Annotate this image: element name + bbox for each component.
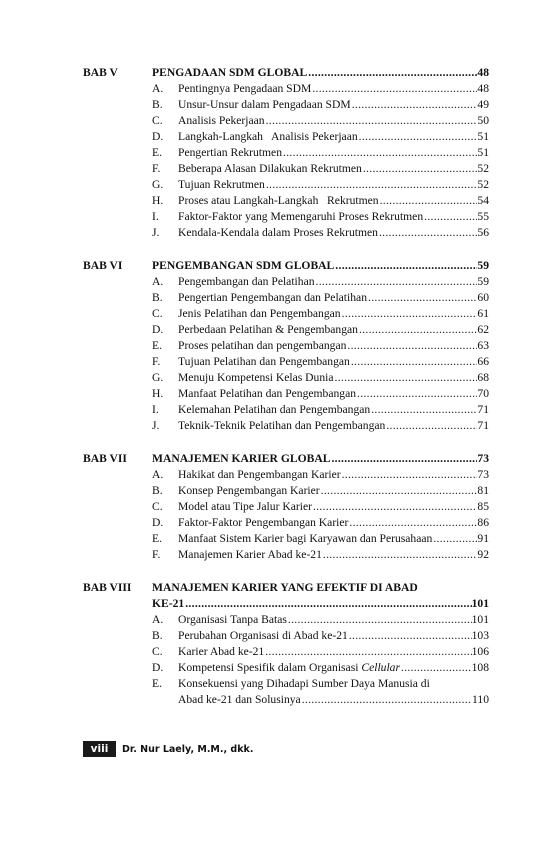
dot-leader (341, 467, 478, 483)
toc-entry[interactable] (152, 402, 489, 418)
entry-title: Kelemahan Pelatihan dan Pengembangan (178, 403, 371, 416)
entry-letter: D. (152, 323, 164, 336)
toc-entry[interactable] (152, 676, 489, 692)
entry-letter: E. (152, 146, 162, 159)
dot-leader (184, 596, 471, 612)
page-number: 73 (477, 452, 489, 465)
toc-entry[interactable] (152, 290, 489, 306)
page-number: 50 (477, 114, 489, 127)
page-number: 49 (477, 98, 489, 111)
entry-letter: C. (152, 645, 163, 658)
page-number: 59 (477, 259, 489, 272)
page-number: 68 (477, 371, 489, 384)
entry-letter: J. (152, 226, 160, 239)
page-number: 85 (477, 500, 489, 513)
page-number: 56 (477, 226, 489, 239)
toc-entry[interactable] (152, 612, 489, 628)
entry-letter: B. (152, 484, 163, 497)
dot-leader (341, 306, 478, 322)
toc-entry[interactable] (152, 193, 489, 209)
dot-leader (334, 258, 477, 274)
dot-leader (312, 499, 477, 515)
toc-entry[interactable] (152, 113, 489, 129)
entry-title: Analisis Pekerjaan (178, 114, 265, 127)
entry-letter: G. (152, 371, 164, 384)
toc-entry[interactable] (152, 483, 489, 499)
page-number: 51 (477, 130, 489, 143)
entry-letter: D. (152, 661, 164, 674)
footer-author: Dr. Nur Laely, M.M., dkk. (122, 743, 254, 755)
entry-letter: B. (152, 98, 163, 111)
entry-letter: H. (152, 194, 164, 207)
toc-entry[interactable] (152, 161, 489, 177)
page-number: 54 (477, 194, 489, 207)
page-number: 81 (477, 484, 489, 497)
chapter-title: PENGEMBANGAN SDM GLOBAL (152, 259, 335, 272)
toc-entry[interactable] (152, 515, 489, 531)
entry-title-italic: Cellular (361, 661, 400, 674)
entry-title: Faktor-Faktor yang Memengaruhi Proses Rekrutmen (178, 210, 424, 223)
entry-title: Langkah-Langkah Analisis Pekerjaan (178, 130, 358, 143)
entry-title (178, 660, 400, 676)
dot-leader (330, 451, 477, 467)
entry-title: Teknik-Teknik Pelatihan dan Pengembangan (178, 419, 386, 432)
chapter-label: BAB V (83, 66, 118, 79)
dot-leader (301, 692, 472, 708)
toc-entry[interactable] (152, 129, 489, 145)
toc-entry[interactable] (152, 338, 489, 354)
page-number: 63 (477, 339, 489, 352)
entry-title: Manajemen Karier Abad ke-21 (178, 548, 322, 561)
page-number: 86 (477, 516, 489, 529)
page-number: 71 (477, 403, 489, 416)
page-number: 48 (477, 66, 489, 79)
entry-letter: A. (152, 275, 164, 288)
chapter-title-line1[interactable]: MANAJEMEN KARIER YANG EFEKTIF DI ABAD (152, 581, 418, 594)
dot-leader (320, 483, 478, 499)
dot-leader (350, 354, 478, 370)
entry-letter: D. (152, 516, 164, 529)
entry-title: Konsekuensi yang Dihadapi Sumber Daya Manusia di (178, 677, 430, 690)
page-number: 66 (477, 355, 489, 368)
dot-leader (351, 97, 478, 113)
entry-title: Hakikat dan Pengembangan Karier (178, 468, 341, 481)
dot-leader (282, 145, 477, 161)
page-number: 60 (477, 291, 489, 304)
dot-leader (315, 274, 478, 290)
entry-title: Perubahan Organisasi di Abad ke-21 (178, 629, 348, 642)
toc-entry-continuation[interactable] (178, 692, 489, 708)
entry-title: Proses pelatihan dan pengembangan (178, 339, 347, 352)
entry-title: Tujuan Rekrutmen (178, 178, 265, 191)
entry-title: Pentingnya Pengadaan SDM (178, 82, 312, 95)
toc-entry[interactable] (152, 370, 489, 386)
entry-title-line2: Abad ke-21 dan Solusinya (178, 693, 301, 706)
entry-title: Faktor-Faktor Pengembangan Karier (178, 516, 349, 529)
page-number: 106 (471, 645, 489, 658)
page-number: 103 (471, 629, 489, 642)
chapter-heading[interactable] (152, 258, 489, 274)
page-number: 59 (477, 275, 489, 288)
entry-title: Manfaat Pelatihan dan Pengembangan (178, 387, 357, 400)
toc-entry[interactable] (152, 209, 489, 225)
entry-letter: H. (152, 387, 164, 400)
entry-title-text: Kompetensi Spesifik dalam Organisasi (178, 661, 359, 674)
page-number: 48 (477, 82, 489, 95)
entry-title: Organisasi Tanpa Batas (178, 613, 287, 626)
page-number: 71 (477, 419, 489, 432)
dot-leader (346, 338, 477, 354)
chapter-label: BAB VII (83, 452, 127, 465)
page-number: 101 (471, 613, 489, 626)
page-number: 70 (477, 387, 489, 400)
entry-title: Perbedaan Pelatihan & Pengembangan (178, 323, 358, 336)
toc-entry[interactable] (152, 354, 489, 370)
entry-title: Manfaat Sistem Karier bagi Karyawan dan Perusahaan (178, 532, 433, 545)
entry-title: Kendala-Kendala dalam Proses Rekrutmen (178, 226, 378, 239)
entry-letter: C. (152, 500, 163, 513)
dot-leader (265, 113, 478, 129)
dot-leader (362, 161, 478, 177)
dot-leader (400, 660, 472, 676)
toc-entry[interactable] (152, 418, 489, 434)
toc-entry[interactable] (152, 225, 489, 241)
toc-entry[interactable] (152, 177, 489, 193)
dot-leader (385, 418, 477, 434)
entry-title: Pengembangan dan Pelatihan (178, 275, 315, 288)
dot-leader (358, 129, 478, 145)
toc-entry[interactable] (152, 145, 489, 161)
toc-entry[interactable] (152, 97, 489, 113)
entry-letter: I. (152, 403, 159, 416)
dot-leader (311, 81, 477, 97)
entry-title: Karier Abad ke-21 (178, 645, 265, 658)
entry-letter: I. (152, 210, 159, 223)
entry-letter: F. (152, 162, 161, 175)
entry-letter: A. (152, 613, 164, 626)
entry-letter: F. (152, 355, 161, 368)
dot-leader (356, 386, 477, 402)
entry-title: Pengertian Rekrutmen (178, 146, 282, 159)
chapter-heading[interactable] (152, 596, 489, 612)
chapter-label: BAB VI (83, 259, 123, 272)
dot-leader (358, 322, 477, 338)
page-number: 91 (477, 532, 489, 545)
dot-leader (432, 531, 477, 547)
entry-letter: A. (152, 82, 164, 95)
entry-title: Jenis Pelatihan dan Pengembangan (178, 307, 341, 320)
entry-letter: E. (152, 532, 162, 545)
entry-letter: C. (152, 114, 163, 127)
entry-letter: J. (152, 419, 160, 432)
dot-leader (348, 628, 472, 644)
entry-title: Tujuan Pelatihan dan Pengembangan (178, 355, 350, 368)
footer-page-number: viii (83, 741, 116, 757)
page-number: 92 (477, 548, 489, 561)
chapter-title: MANAJEMEN KARIER GLOBAL (152, 452, 331, 465)
toc-entry[interactable] (152, 306, 489, 322)
page-number: 101 (471, 597, 489, 610)
page-number: 52 (477, 178, 489, 191)
toc-entry[interactable] (152, 386, 489, 402)
dot-leader (322, 547, 478, 563)
entry-title: Konsep Pengembangan Karier (178, 484, 320, 497)
page-number: 61 (477, 307, 489, 320)
entry-title: Model atau Tipe Jalur Karier (178, 500, 312, 513)
entry-letter: F. (152, 548, 161, 561)
toc-entry[interactable] (152, 660, 489, 676)
toc-entry[interactable] (152, 81, 489, 97)
dot-leader (423, 209, 477, 225)
dot-leader (379, 193, 478, 209)
dot-leader (367, 290, 477, 306)
entry-title: Proses atau Langkah-Langkah Rekrutmen (178, 194, 379, 207)
dot-leader (378, 225, 477, 241)
dot-leader (334, 370, 478, 386)
toc-entry[interactable] (152, 499, 489, 515)
toc-entry[interactable] (152, 467, 489, 483)
entry-letter: E. (152, 339, 162, 352)
entry-title: Menuju Kompetensi Kelas Dunia (178, 371, 334, 384)
chapter-title-line2: KE-21 (152, 597, 185, 610)
dot-leader (348, 515, 477, 531)
page-number: 52 (477, 162, 489, 175)
entry-letter: C. (152, 307, 163, 320)
entry-title: Pengertian Pengembangan dan Pelatihan (178, 291, 367, 304)
entry-title: Unsur-Unsur dalam Pengadaan SDM (178, 98, 351, 111)
dot-leader (287, 612, 472, 628)
chapter-heading[interactable] (152, 65, 489, 81)
entry-letter: B. (152, 629, 163, 642)
dot-leader (265, 177, 478, 193)
chapter-label: BAB VIII (83, 581, 132, 594)
chapter-heading[interactable] (152, 451, 489, 467)
entry-letter: G. (152, 178, 164, 191)
toc-entry[interactable] (152, 322, 489, 338)
entry-letter: A. (152, 468, 164, 481)
page-number: 62 (477, 323, 489, 336)
dot-leader (370, 402, 477, 418)
entry-letter: D. (152, 130, 164, 143)
page-number: 73 (477, 468, 489, 481)
page-number: 108 (471, 661, 489, 674)
page-number: 51 (477, 146, 489, 159)
dot-leader (307, 65, 477, 81)
page-number: 55 (477, 210, 489, 223)
entry-letter: E. (152, 677, 162, 690)
chapter-title: PENGADAAN SDM GLOBAL (152, 66, 308, 79)
toc-entry[interactable] (152, 547, 489, 563)
entry-letter: B. (152, 291, 163, 304)
toc-entry[interactable] (152, 274, 489, 290)
entry-title: Beberapa Alasan Dilakukan Rekrutmen (178, 162, 362, 175)
toc-entry[interactable] (152, 628, 489, 644)
page-footer (83, 741, 253, 757)
page-number: 110 (472, 693, 489, 706)
toc-entry[interactable] (152, 644, 489, 660)
toc-entry[interactable] (152, 531, 489, 547)
dot-leader (264, 644, 471, 660)
